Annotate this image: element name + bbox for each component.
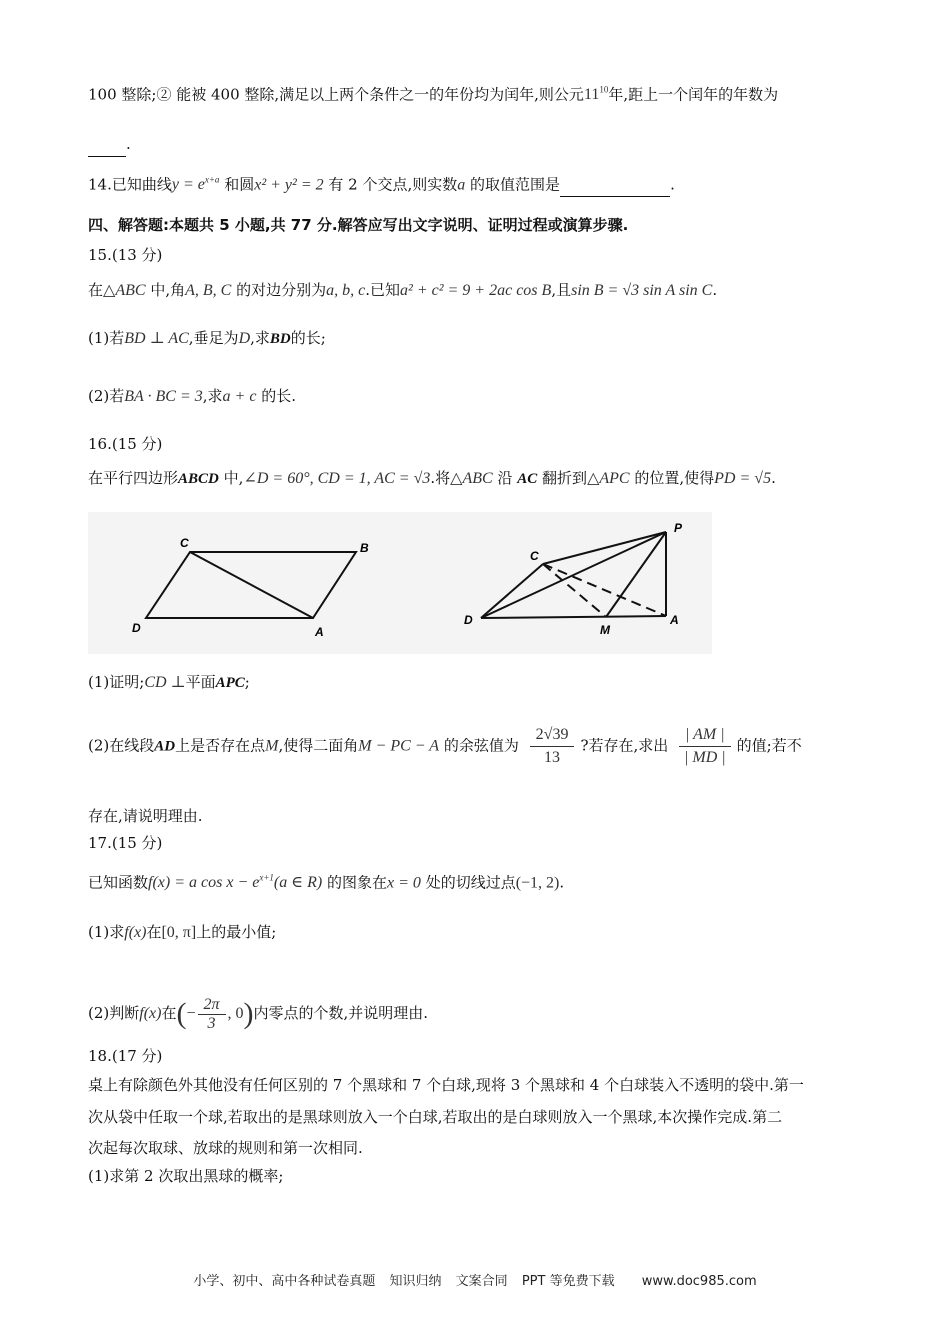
- question-15-part-2: (2)若BA · BC = 3,求a + c 的长.: [88, 387, 296, 405]
- footer-text: 知识归纳: [389, 1274, 442, 1289]
- footer-text: 文案合同: [455, 1274, 508, 1289]
- question-16-part-2: (2)在线段AD上是否存在点M,使得二面角M − PC − A 的余弦值为 $\frac{2√39}{13}$ ?若存在,求出 $\frac{| AM |}{| MD |}$ 的值;若不: [88, 724, 802, 769]
- edge-cm-dashed: [543, 564, 606, 617]
- math: x² + y² = 2: [254, 176, 324, 194]
- fraction-cosine: $\frac{2√39}{13}$: [530, 724, 575, 769]
- question-18-head: 18.(17 分): [88, 1047, 163, 1065]
- fraction-bound: $\frac{2\pi}{3}$: [198, 996, 226, 1033]
- folded-figure: [481, 532, 666, 618]
- question-16-stem: 在平行四边形ABCD 中,∠D = 60°, CD = 1, AC = √3.将△ABC 沿 AC 翻折到△APC 的位置,使得PD = √5.: [88, 469, 776, 487]
- answer-blank[interactable]: [88, 136, 126, 157]
- question-16-part-1: (1)证明;CD ⊥平面APC;: [88, 673, 250, 691]
- label-b: B: [360, 541, 369, 555]
- label-c: C: [180, 536, 189, 550]
- geometry-figure: [88, 512, 712, 654]
- question-14: 14.已知曲线$y = e^{x+a}$ 和圆x² + y² = 2 有 2 个交点,则实数a 的取值范围是 .: [88, 170, 675, 197]
- label-d: D: [132, 621, 141, 635]
- text: 年,距上一个闰年的年数为: [608, 85, 779, 104]
- question-18-line-3: 次起每次取球、放球的规则和第一次相同.: [88, 1139, 363, 1157]
- section-heading: 四、解答题:本题共 5 小题,共 77 分.解答应写出文字说明、证明过程或演算步骤.: [88, 216, 629, 234]
- page-footer: [0, 1270, 950, 1289]
- footer-text: PPT 等免费下载: [521, 1274, 615, 1289]
- parallelogram-abcd: [146, 552, 356, 618]
- question-15-head: 15.(13 分): [88, 246, 163, 264]
- edge-ca-dashed: [543, 564, 666, 616]
- edge-dc: [481, 564, 543, 618]
- label-a: A: [670, 613, 679, 627]
- math: $y = e^{x+a}$: [171, 175, 220, 194]
- question-16-part-2-cont: 存在,请说明理由.: [88, 807, 203, 825]
- text: 100 整除;② 能被 400 整除,满足以上两个条件之一的年份均为闰年,则公元: [88, 85, 584, 104]
- question-17-head: 17.(15 分): [88, 834, 163, 852]
- question-18-part-1: (1)求第 2 次取出黑球的概率;: [88, 1167, 284, 1185]
- math: $11^{10}$: [583, 85, 609, 104]
- answer-blank-line: .: [88, 134, 131, 157]
- question-15-stem: 在△ABC 中,角A, B, C 的对边分别为a, b, c.已知a² + c² = 9 + 2ac cos B,且sin B = √3 sin A sin C.: [88, 281, 718, 299]
- question-18-line-1: 桌上有除颜色外其他没有任何区别的 7 个黑球和 7 个白球,现将 3 个黑球和 4 个白球装入不透明的袋中.第一: [88, 1076, 804, 1094]
- question-17-part-1: (1)求f(x)在[0, π]上的最小值;: [88, 923, 277, 941]
- text-line: [88, 80, 778, 105]
- answer-blank[interactable]: [560, 176, 670, 197]
- footer-link[interactable]: www.doc985.com: [641, 1274, 757, 1289]
- label-c: C: [530, 549, 539, 563]
- label-d: D: [464, 613, 473, 627]
- question-18-line-2: 次从袋中任取一个球,若取出的是黑球则放入一个白球,若取出的是白球则放入一个黑球,本次操作完成.第二: [88, 1108, 783, 1126]
- question-16-head: 16.(15 分): [88, 435, 163, 453]
- question-17-part-2: (2)判断f(x)在(− $\frac{2\pi}{3}$ , 0)内零点的个数,并说明理由.: [88, 995, 429, 1032]
- footer-text: 小学、初中、高中各种试卷真题: [193, 1274, 376, 1289]
- figure-svg: [88, 512, 712, 654]
- label-a: A: [315, 625, 324, 639]
- fraction-ratio: $\frac{| AM |}{| MD |}$: [679, 724, 731, 769]
- question-15-part-1: (1)若BD ⊥ AC,垂足为D,求BD的长;: [88, 329, 326, 347]
- diagonal-ca: [190, 552, 313, 618]
- label-p: P: [674, 521, 683, 535]
- math: a: [457, 176, 466, 194]
- edge-da: [481, 616, 666, 618]
- label-m: M: [600, 623, 610, 637]
- question-17-stem: 已知函数f(x) = a $\cos x - e^{x+1}(a$ ∈ R) 的图象在x = 0 处的切线过点(−1, 2).: [88, 873, 565, 892]
